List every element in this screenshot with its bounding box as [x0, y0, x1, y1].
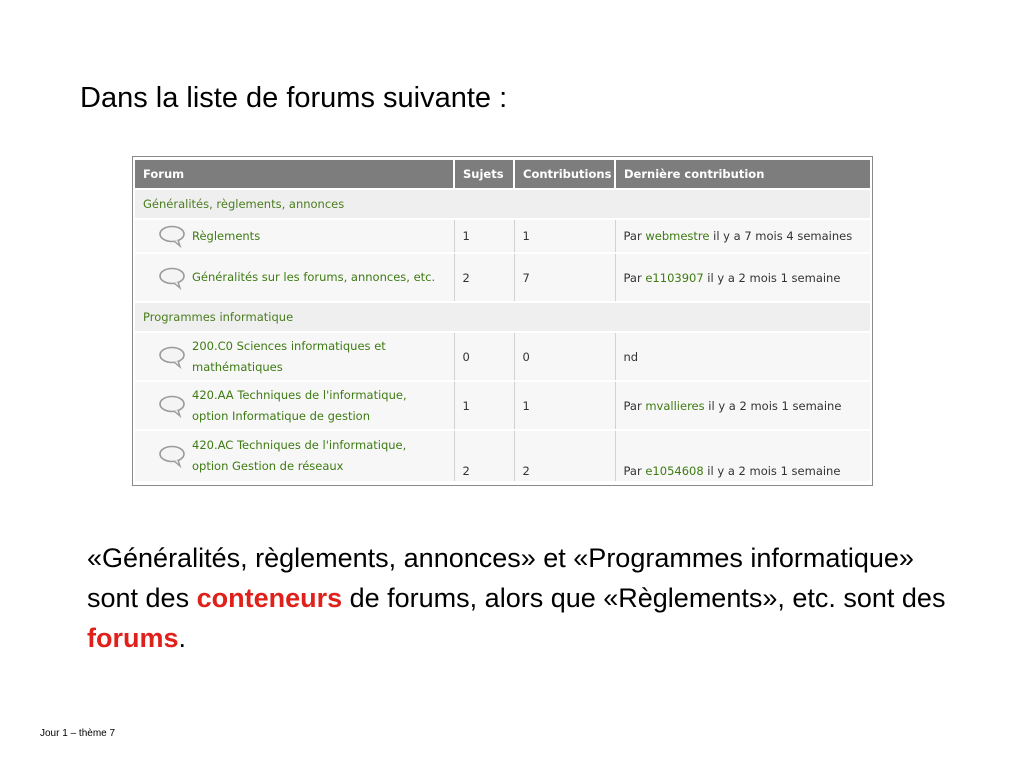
forum-row [135, 332, 870, 381]
header-topics[interactable]: Sujets [454, 160, 514, 189]
forum-bubble-icon [157, 266, 187, 290]
topics-count: 2 [454, 253, 514, 302]
last-post: Par mvallieres il y a 2 mois 1 semaine [615, 381, 870, 430]
posts-count: 2 [514, 430, 615, 481]
header-posts[interactable]: Contributions [514, 160, 615, 189]
category-link-generalites[interactable]: Généralités, règlements, annonces [135, 189, 870, 219]
posts-count: 1 [514, 219, 615, 253]
last-post: nd [615, 332, 870, 381]
forum-link-200c0[interactable]: 200.C0 Sciences informatiques et mathématiques [192, 338, 386, 374]
user-link[interactable]: mvallieres [645, 398, 705, 413]
forum-bubble-icon [157, 345, 187, 369]
user-link[interactable]: e1103907 [645, 270, 704, 285]
forum-table [135, 160, 870, 481]
forum-bubble-icon [157, 224, 187, 248]
user-link[interactable]: e1054608 [645, 464, 704, 478]
forum-list-screenshot [132, 156, 873, 486]
last-post: Par e1103907 il y a 2 mois 1 semaine [615, 253, 870, 302]
last-post: Par webmestre il y a 7 mois 4 semaines [615, 219, 870, 253]
category-row [135, 189, 870, 219]
category-row [135, 302, 870, 332]
posts-count: 7 [514, 253, 615, 302]
slide-footer: Jour 1 – thème 7 [40, 728, 116, 739]
explanation-text: «Généralités, règlements, annonces» et «Programmes informatique» sont des conteneurs de forums, alors que «Règlements», etc. sont des forums. [87, 543, 946, 653]
last-post: Par e1054608 il y a 2 mois 1 semaine [615, 430, 870, 481]
forum-bubble-icon [157, 394, 187, 418]
user-link[interactable]: webmestre [645, 229, 710, 243]
highlight-forums: forums [87, 623, 179, 653]
forum-link-reglements[interactable]: Règlements [192, 228, 261, 243]
topics-count: 2 [454, 430, 514, 481]
forum-row [135, 430, 870, 481]
posts-count: 0 [514, 332, 615, 381]
table-header-row [135, 160, 870, 189]
forum-row [135, 219, 870, 253]
category-link-programmes[interactable]: Programmes informatique [135, 302, 870, 332]
forum-row [135, 381, 870, 430]
forum-bubble-icon [157, 444, 187, 468]
forum-row [135, 253, 870, 302]
forum-link-420ac[interactable]: 420.AC Techniques de l'informatique, option Gestion de réseaux [192, 438, 407, 473]
slide-title: Dans la liste de forums suivante : [80, 82, 508, 114]
posts-count: 1 [514, 381, 615, 430]
highlight-conteneurs: conteneurs [196, 583, 343, 613]
topics-count: 1 [454, 219, 514, 253]
forum-link-420aa[interactable]: 420.AA Techniques de l'informatique, option Informatique de gestion [192, 387, 407, 423]
forum-link-generalites-forums[interactable]: Généralités sur les forums, annonces, etc. [192, 270, 436, 284]
header-last-post[interactable]: Dernière contribution [615, 160, 870, 189]
topics-count: 0 [454, 332, 514, 381]
header-forum[interactable]: Forum [135, 160, 454, 189]
topics-count: 1 [454, 381, 514, 430]
